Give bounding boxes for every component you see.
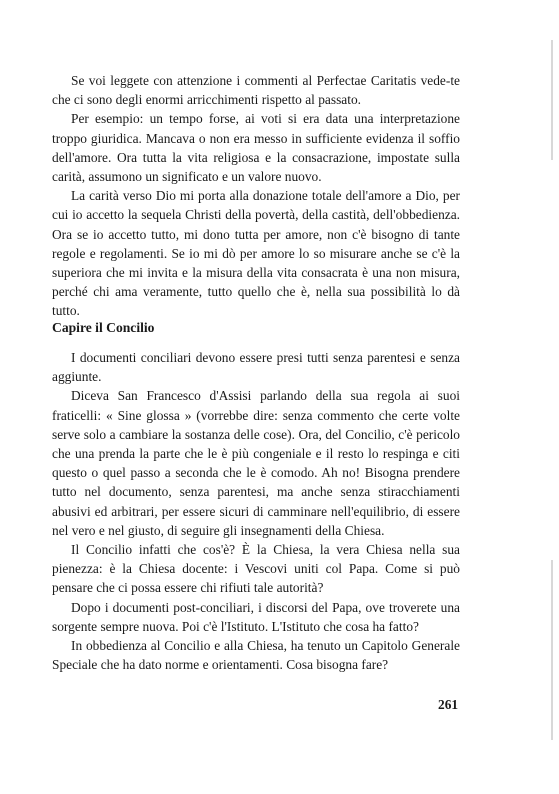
body-text-section [52,348,460,674]
section-heading: Capire il Concilio [52,320,155,335]
paragraph: I documenti conciliari devono essere presi tutti senza parentesi e senza aggiunte. [52,350,460,385]
page-number: 261 [438,697,459,712]
scan-edge-mark [551,40,553,160]
scan-edge-mark [551,560,553,740]
paragraph: Diceva San Francesco d'Assisi parlando della sua regola ai suoi fraticelli: « Sine glossa » (vorrebbe dire: senza commento che certe volte serve solo a cambiare la sostanza delle cose). Ora, del Concilio, c'è pericolo che una prenda la parte che le è più congeniale e il resto lo respinga e citi questo o quel passo a seconda che le è comodo. Ah no! Bisogna prendere tutto nel documento, senza parentesi, ma anche senza stiracchiamenti abusivi ed arbitrari, per essere sicuri di camminare nell'equilibrio, di essere nel vero e nel giusto, di seguire gli insegnamenti della Chiesa. [52,388,460,538]
paragraph: Dopo i documenti post-conciliari, i discorsi del Papa, ove troverete una sorgente sempre nuova. Poi c'è l'Istituto. L'Istituto che cosa ha fatto? [52,599,460,634]
paragraph: Il Concilio infatti che cos'è? È la Chiesa, la vera Chiesa nella sua pienezza: è la Chiesa docente: i Vescovi uniti col Papa. Come si può pensare che ci possa essere chi rifiuti tale autorità? [52,542,460,596]
paragraph: Se voi leggete con attenzione i commenti al Perfectae Caritatis vede-te che ci sono degli enormi arricchimenti rispetto al passato. [52,73,460,108]
paragraph: La carità verso Dio mi porta alla donazione totale dell'amore a Dio, per cui io accetto la sequela Christi della povertà, della castità, dell'obbedienza. Ora se io accetto tutto, mi dono tutta per amore, non c'è bisogno di tante regole e regolamenti. Se io mi dò per amore lo so misurare anche se c'è la superiora che mi invita e la misura della vita consacrata è una non misura, perché chi ama veramente, tutto quello che è, nella sua possibilità lo dà tutto. [52,188,460,319]
paragraph: Per esempio: un tempo forse, ai voti si era data una interpretazione troppo giuridica. Mancava o non era messo in sufficiente evidenza il soffio dell'amore. Ora tutta la vita religiosa e la consacrazione, impostate sulla carità, assumono un significato e un valore nuovo. [52,111,460,185]
body-text-top [52,71,460,321]
paragraph: In obbedienza al Concilio e alla Chiesa, ha tenuto un Capitolo Generale Speciale che ha dato norme e orientamenti. Cosa bisogna fare? [52,638,460,673]
